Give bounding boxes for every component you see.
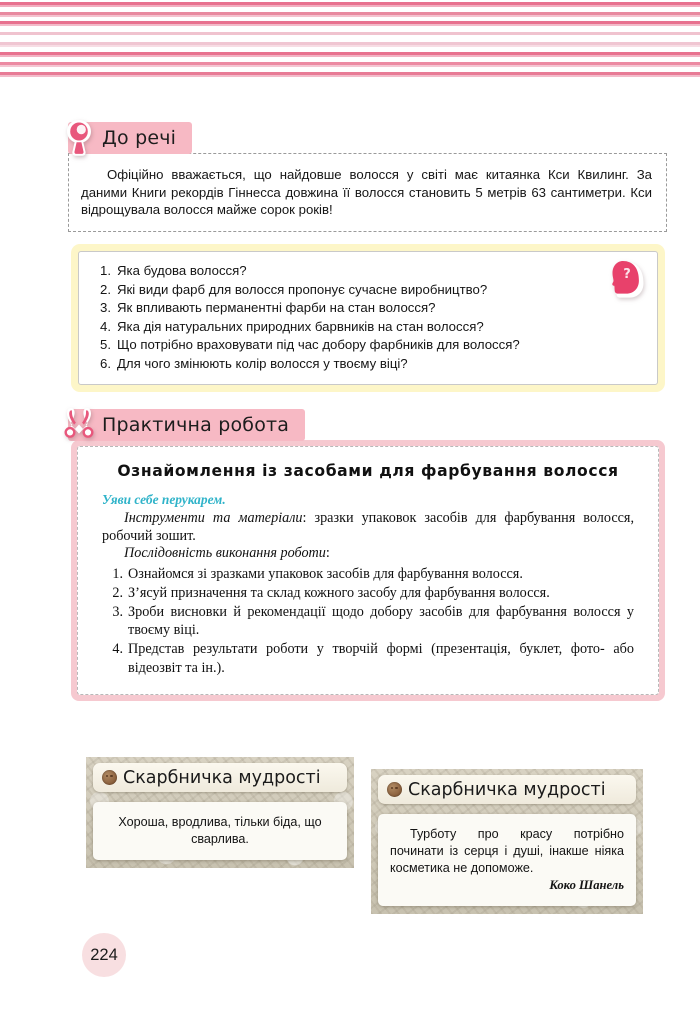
step-item: Представ результати роботи у творчій формі (презентація, буклет, фото- або відеозвіт та ін.). xyxy=(128,641,634,676)
step-item: Зроби висновки й рекомендації щодо добору засобів для фарбування волосся у твоєму віці. xyxy=(128,603,634,639)
question-item: Яка дія натуральних природних барвників на стан волосся? xyxy=(117,318,484,334)
question-item: Яка будова волосся? xyxy=(117,263,247,278)
stripe-8b xyxy=(0,75,700,77)
stripe-5b xyxy=(0,45,700,47)
scissors-icon xyxy=(58,404,100,446)
page-number: 224 xyxy=(82,933,126,977)
stripe-7b xyxy=(0,65,700,67)
wisdom-card-right-header xyxy=(378,775,636,804)
sequence-label: Послідовність виконання роботи xyxy=(124,545,326,561)
practical-work-inner xyxy=(77,446,659,695)
stripe-1b xyxy=(0,5,700,7)
sequence-paragraph xyxy=(102,545,634,563)
stripe-6b xyxy=(0,55,700,57)
wooden-button-icon xyxy=(102,770,117,785)
wisdom-card-right-text: Турботу про красу потрібно починати із серця і душі, інакше ніяка косметика не допоможе. xyxy=(390,827,624,875)
wisdom-card-right-title: Скарбничка мудрості xyxy=(408,779,606,800)
practical-work-badge-label: Практична робота xyxy=(102,414,290,436)
stripe-3b xyxy=(0,24,700,26)
wisdom-card-left-header xyxy=(93,763,347,792)
wisdom-card-right-body xyxy=(378,814,636,906)
fact-box-text: Офіційно вважається, що найдовше волосся у світі має китаянка Кси Квилинг. За даними Книги рекордів Гіннесса довжина її волосся становить 5 метрів 63 сантиметри. Кси відрощувала волосся майже сорок років! xyxy=(81,167,652,217)
questions-block xyxy=(71,244,665,392)
wooden-button-icon xyxy=(387,782,402,797)
step-item: З’ясуй призначення та склад кожного засобу для фарбування волосся. xyxy=(128,584,550,601)
question-item: Що потрібно враховувати під час добору фарбників для волосся? xyxy=(117,337,520,352)
materials-label: Інструменти та матеріали xyxy=(124,510,303,526)
wisdom-card-left-body xyxy=(93,802,347,860)
steps-list xyxy=(102,565,634,677)
question-item: Як впливають перманентні фарби на стан волосся? xyxy=(117,300,436,315)
wisdom-card-right-author: Коко Шанель xyxy=(549,878,624,892)
wisdom-card-left xyxy=(86,757,354,868)
questions-inner xyxy=(78,251,658,385)
svg-text:?: ? xyxy=(623,267,631,282)
step-item: Ознайомся зі зразками упаковок засобів для фарбування волосся. xyxy=(128,565,523,582)
sequence-colon: : xyxy=(325,545,330,561)
hand-mirror-icon xyxy=(58,117,100,159)
decorative-stripes xyxy=(0,0,700,76)
practical-work-title: Ознайомлення із засобами для фарбування волосся xyxy=(117,462,619,480)
practical-work-badge xyxy=(68,409,305,441)
fact-badge xyxy=(68,122,192,154)
question-item: Які види фарб для волосся пропонує сучасне виробництво? xyxy=(117,281,488,297)
stripe-4 xyxy=(0,32,700,35)
fact-box xyxy=(68,153,667,232)
wisdom-card-left-text: Хороша, вродлива, тільки біда, що сварлива. xyxy=(118,815,322,846)
questions-list xyxy=(91,262,645,373)
wisdom-card-left-title: Скарбничка мудрості xyxy=(123,767,321,788)
fact-badge-label: До речі xyxy=(102,127,177,149)
practical-work-block xyxy=(71,440,665,701)
imagine-line: Уяви себе перукарем. xyxy=(102,492,226,507)
materials-paragraph xyxy=(102,510,634,545)
wisdom-card-right xyxy=(371,769,643,914)
materials-text: : зразки упаковок засобів для фарбування волосся, робочий зошит. xyxy=(102,510,635,544)
stripe-2b xyxy=(0,15,700,17)
question-item: Для чого змінюють колір волосся у твоєму віці? xyxy=(117,355,408,371)
